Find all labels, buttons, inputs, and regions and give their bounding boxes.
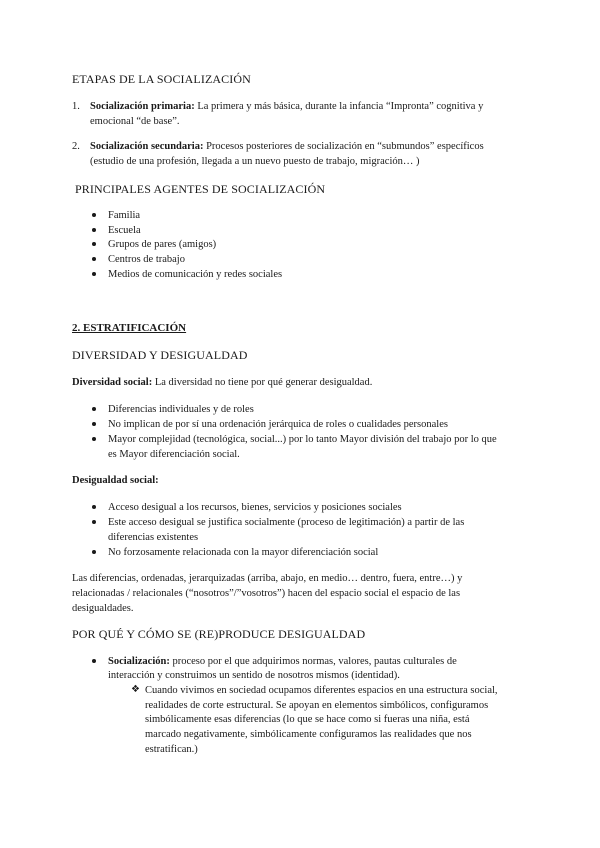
list-item: Grupos de pares (amigos): [108, 239, 217, 250]
section-title: 2. ESTRATIFICACIÓN: [72, 322, 187, 334]
bullet-icon: [92, 228, 96, 232]
term-text: La diversidad no tiene por qué generar desigualdad.: [154, 377, 373, 388]
list-item: Acceso desigual a los recursos, bienes, servicios y posiciones sociales: [108, 502, 402, 513]
term-label: Socialización:: [108, 656, 170, 667]
list-item: Medios de comunicación y redes sociales: [108, 269, 283, 280]
list-number: 1.: [72, 101, 80, 112]
bullet-icon: [92, 422, 96, 426]
paragraph-line: Las diferencias, ordenadas, jerarquizadas (arriba, abajo, en medio… dentro, fuera, entre…) y: [72, 573, 463, 584]
list-number: 2.: [72, 141, 80, 152]
bullet-icon: [92, 520, 96, 524]
paragraph-line: relacionadas / relacionales (“nosotros”/”vosotros”) hacen del espacio social el espacio de las: [72, 588, 461, 599]
term-label: Socialización secundaria:: [90, 141, 204, 152]
list-item: [90, 99, 483, 114]
list-item: Familia: [108, 210, 141, 221]
bullet-icon: [92, 272, 96, 276]
bullet-icon: [92, 213, 96, 217]
term-text: La primera y más básica, durante la infancia “Impronta” cognitiva y: [197, 101, 484, 112]
agents-heading: PRINCIPALES AGENTES DE SOCIALIZACIÓN: [75, 182, 326, 196]
sublist-item-continuation: marcado negativamente, simbólicamente configuramos las realidades que nos: [145, 729, 472, 740]
list-item-continuation: (estudio de una profesión, llegada a un nuevo puesto de trabajo, migración… ): [90, 156, 420, 167]
bullet-icon: [92, 550, 96, 554]
sublist-item-continuation: realidades de corte estructural. Se apoyan en elementos simbólicos, configuramos: [145, 700, 489, 711]
bullet-icon: [92, 437, 96, 441]
list-item: No implican de por sí una ordenación jerárquica de roles o cualidades personales: [108, 419, 448, 430]
term-text: proceso por el que adquirimos normas, valores, pautas culturales de: [172, 656, 457, 667]
bullet-icon: [92, 257, 96, 261]
list-item-continuation: diferencias existentes: [108, 532, 199, 543]
list-item: Mayor complejidad (tecnológica, social...) por lo tanto Mayor división del trabajo por lo que: [108, 434, 497, 445]
list-item: [108, 654, 457, 669]
term-text: Procesos posteriores de socialización en “submundos” específicos: [206, 141, 484, 152]
why-heading: POR QUÉ Y CÓMO SE (RE)PRODUCE DESIGUALDAD: [72, 627, 366, 641]
term-label: Socialización primaria:: [90, 101, 195, 112]
stages-heading: ETAPAS DE LA SOCIALIZACIÓN: [72, 72, 251, 86]
bullet-icon: [92, 505, 96, 509]
list-item: [90, 139, 484, 154]
list-item: No forzosamente relacionada con la mayor diferenciación social: [108, 547, 379, 558]
list-item: Diferencias individuales y de roles: [108, 404, 254, 415]
list-item-continuation: emocional “de base”.: [90, 116, 180, 127]
term-label: Diversidad social:: [72, 377, 153, 388]
inequality-label: Desigualdad social:: [72, 475, 159, 486]
diamond-bullet-icon: ❖: [131, 684, 140, 695]
bullet-icon: [92, 659, 96, 663]
sublist-item-continuation: estratifican.): [145, 744, 198, 755]
list-item: Centros de trabajo: [108, 254, 185, 265]
bullet-icon: [92, 242, 96, 246]
list-item-continuation: es Mayor diferenciación social.: [108, 449, 240, 460]
list-item: Escuela: [108, 225, 141, 236]
sublist-item-continuation: simbólicamente esas diferencias (lo que se hace como si fueras una niña, está: [145, 714, 470, 725]
bullet-icon: [92, 407, 96, 411]
sublist-item: Cuando vivimos en sociedad ocupamos diferentes espacios en una estructura social,: [145, 685, 498, 696]
list-item-continuation: interacción y construimos un sentido de nosotros mismos (identidad).: [108, 670, 400, 681]
list-item: Este acceso desigual se justifica socialmente (proceso de legitimación) a partir de las: [108, 517, 465, 528]
diversity-inequality-heading: DIVERSIDAD Y DESIGUALDAD: [72, 348, 248, 362]
paragraph-line: desigualdades.: [72, 603, 134, 614]
diversity-definition: [72, 375, 372, 390]
